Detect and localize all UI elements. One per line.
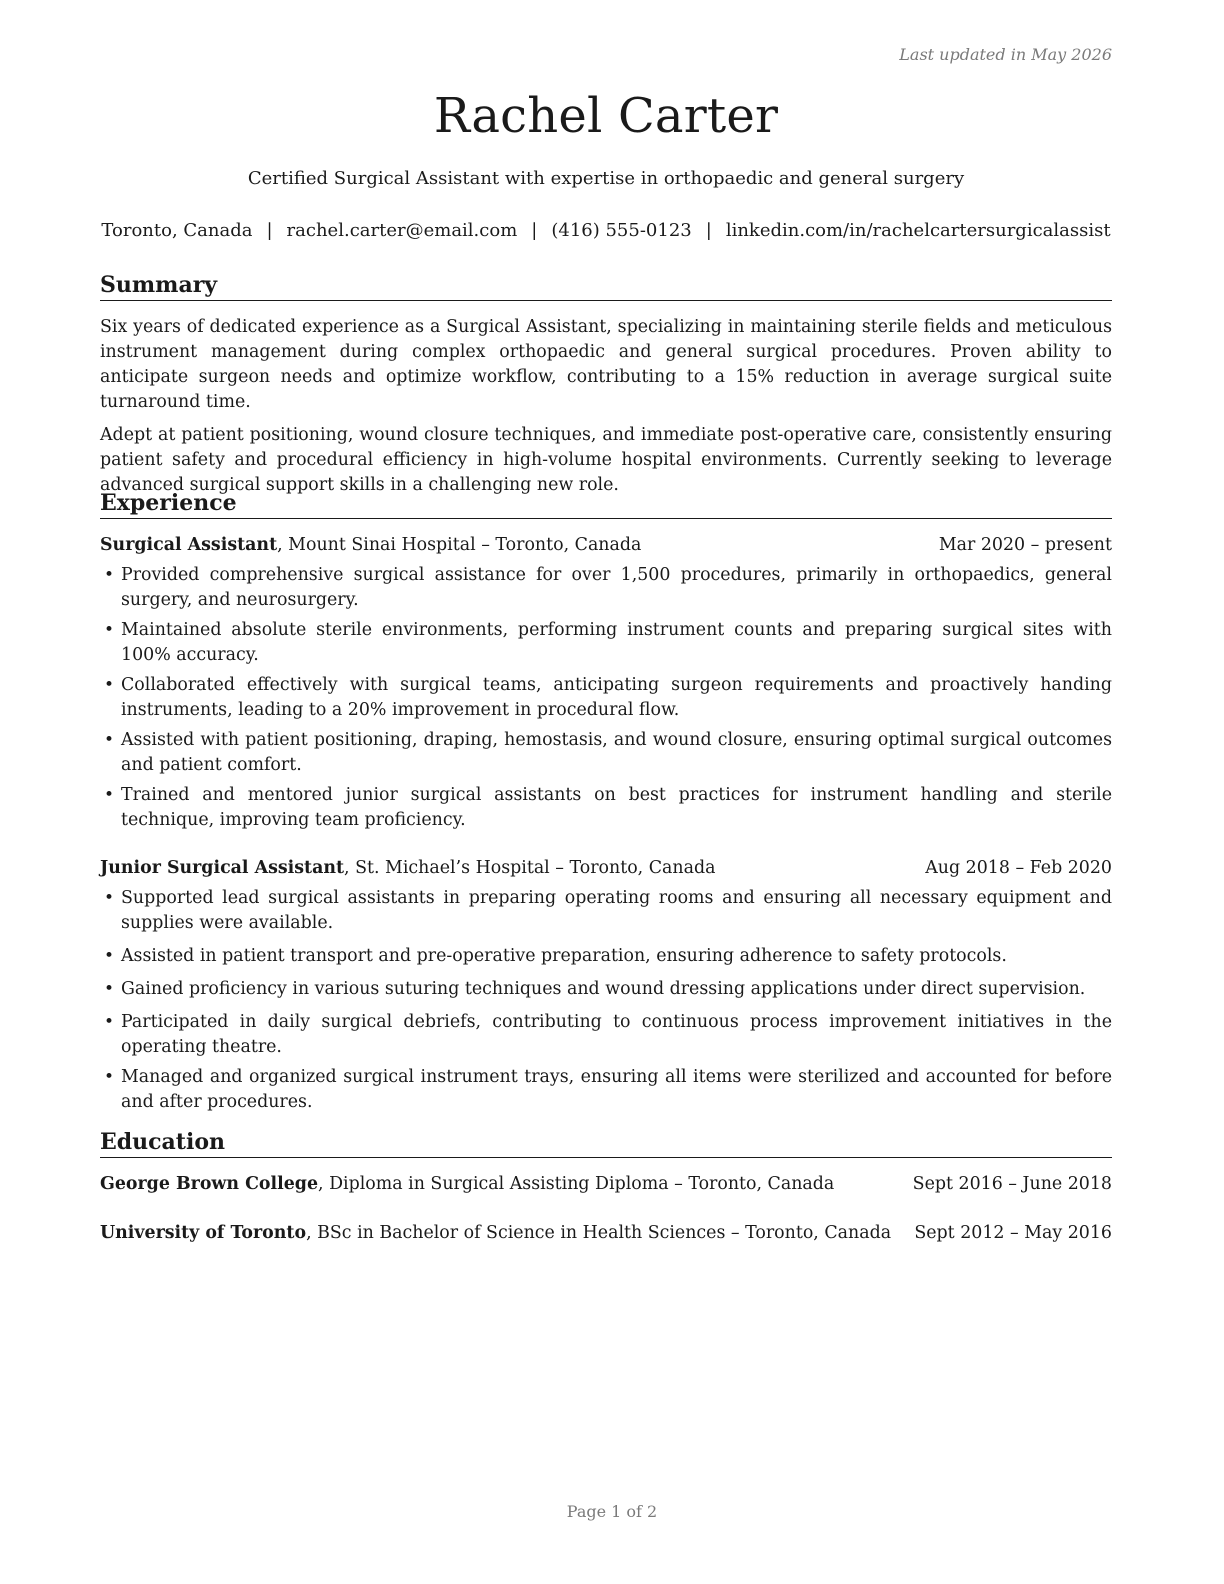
job-org: , Mount Sinai Hospital – Toronto, Canada: [277, 535, 642, 555]
contact-email[interactable]: rachel.carter@email.com: [286, 220, 518, 241]
list-item: • Managed and organized surgical instrument trays, ensuring all items were sterilized and accounted for before and after procedures.: [104, 1067, 1112, 1112]
education-detail: , BSc in Bachelor of Science in Health Sciences – Toronto, Canada: [306, 1223, 892, 1243]
experience-section: [100, 490, 1112, 1115]
tagline: Certified Surgical Assistant with expertise in orthopaedic and general surgery: [247, 168, 965, 189]
education-school: George Brown College: [100, 1174, 319, 1194]
list-item: • Supported lead surgical assistants in preparing operating rooms and ensuring all necessary equipment and supplies were available.: [104, 888, 1112, 933]
section-title-experience: Experience: [100, 490, 1112, 519]
last-updated: Last updated in May 2026: [899, 45, 1112, 64]
list-item: • Maintained absolute sterile environments, performing instrument counts and preparing surgical sites with 100% accuracy.: [104, 620, 1112, 665]
education-section: [100, 1129, 1112, 1246]
job-role: Surgical Assistant: [100, 535, 278, 555]
section-title-summary: Summary: [100, 272, 1112, 301]
contact-line: [100, 220, 1112, 241]
contact-linkedin[interactable]: linkedin.com/in/rachelcartersurgicalassist: [725, 220, 1111, 241]
job-bullets: [100, 886, 1112, 1115]
job-entry: [100, 533, 1112, 833]
bullet-icon: •: [104, 888, 115, 908]
list-item: • Gained proficiency in various suturing techniques and wound dressing applications under direct supervision.: [100, 977, 1112, 1002]
bullet-icon: •: [104, 1012, 115, 1032]
job-bullets: [100, 563, 1112, 833]
contact-separator: |: [531, 220, 538, 241]
list-item: • Collaborated effectively with surgical teams, anticipating surgeon requirements and proactively handing instruments, leading to a 20% improvement in procedural flow.: [104, 675, 1112, 720]
education-dates: Sept 2016 – June 2018: [912, 1174, 1112, 1194]
list-item: • Trained and mentored junior surgical assistants on best practices for instrument handling and sterile technique, improving team proficiency.: [104, 785, 1112, 830]
contact-phone[interactable]: (416) 555-0123: [551, 220, 692, 241]
summary-paragraph: Six years of dedicated experience as a Surgical Assistant, specializing in maintaining sterile fields and meticulous instrument management during complex orthopaedic and general surgical procedures. Proven ability to anticipate surgeon needs and optimize workflow, contributing to a 15% reduction in average surgical suite turnaround time.: [100, 317, 1112, 412]
job-role: Junior Surgical Assistant: [100, 858, 345, 878]
job-org: , St. Michael’s Hospital – Toronto, Canada: [344, 858, 716, 878]
bullet-icon: •: [104, 565, 115, 585]
contact-location: Toronto, Canada: [101, 220, 253, 241]
job-entry: [100, 856, 1112, 1115]
bullet-icon: •: [104, 1067, 115, 1087]
bullet-icon: •: [104, 675, 115, 695]
bullet-icon: •: [104, 730, 115, 750]
contact-separator: |: [266, 220, 273, 241]
bullet-icon: •: [104, 946, 115, 966]
education-entry: [100, 1221, 1112, 1246]
job-dates: Mar 2020 – present: [938, 535, 1112, 555]
job-dates: Aug 2018 – Feb 2020: [925, 858, 1112, 878]
page-number: Page 1 of 2: [566, 1502, 658, 1521]
list-item: • Provided comprehensive surgical assistance for over 1,500 procedures, primarily in orthopaedics, general surgery, and neurosurgery.: [104, 565, 1112, 610]
education-dates: Sept 2012 – May 2016: [914, 1223, 1112, 1243]
candidate-name: Rachel Carter: [433, 88, 779, 144]
list-item: • Assisted with patient positioning, draping, hemostasis, and wound closure, ensuring optimal surgical outcomes and patient comfort.: [104, 730, 1112, 775]
education-detail: , Diploma in Surgical Assisting Diploma – Toronto, Canada: [318, 1174, 835, 1194]
contact-separator: |: [705, 220, 712, 241]
bullet-icon: •: [104, 979, 115, 999]
education-entry: [100, 1172, 1112, 1197]
section-title-education: Education: [100, 1129, 1112, 1158]
summary-paragraph: Adept at patient positioning, wound closure techniques, and immediate post-operative care, consistently ensuring patient safety and procedural efficiency in high-volume hospital environments. Currently seeking to leverage advanced surgical support skills in a challenging new role.: [100, 425, 1112, 495]
education-school: University of Toronto: [100, 1223, 307, 1243]
job-header: [100, 533, 1112, 558]
list-item: • Participated in daily surgical debriefs, contributing to continuous process improvement initiatives in the operating theatre.: [104, 1012, 1112, 1057]
job-header: [100, 856, 1112, 881]
list-item: • Assisted in patient transport and pre-operative preparation, ensuring adherence to safety protocols.: [100, 944, 1112, 969]
summary-section: [100, 272, 1112, 498]
bullet-icon: •: [104, 785, 115, 805]
bullet-icon: •: [104, 620, 115, 640]
